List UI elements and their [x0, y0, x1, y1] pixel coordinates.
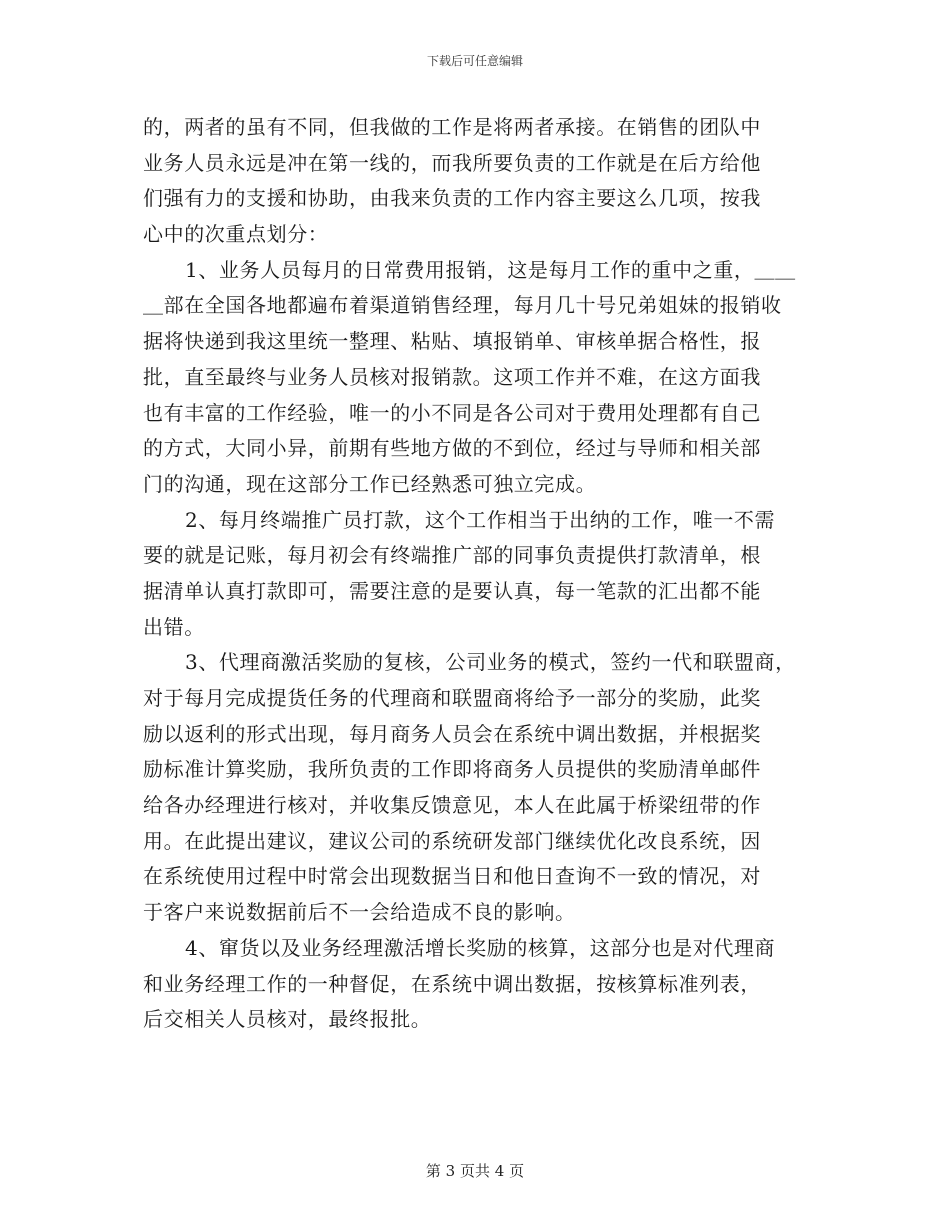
page-header: 下载后可任意编辑: [426, 54, 523, 68]
text-line: 心中的次重点划分：: [143, 222, 329, 247]
text-line: 也有丰富的工作经验，唯一的小不同是各公司对于费用处理都有自己: [143, 400, 761, 425]
text-line: 给各办经理进行核对，并收集反馈意见，本人在此属于桥梁纽带的作: [143, 793, 761, 818]
paragraph-3-start: 3、代理商激活奖励的复核，公司业务的模式，签约一代和联盟商，: [185, 650, 796, 675]
text-line: 据将快递到我这里统一整理、粘贴、填报销单、审核单据合格性，报: [143, 329, 761, 354]
text-line: 要的就是记账，每月初会有终端推广部的同事负责提供打款清单，根: [143, 543, 761, 568]
text-line: 门的沟通，现在这部分工作已经熟悉可独立完成。: [143, 471, 597, 496]
text-line: 励以返利的形式出现，每月商务人员会在系统中调出数据，并根据奖: [143, 721, 761, 746]
paragraph-1-start: 1、业务人员每月的日常费用报销，这是每月工作的重中之重，＿＿: [185, 257, 796, 282]
text-line: 和业务经理工作的一种督促，在系统中调出数据，按核算标准列表，: [143, 971, 761, 996]
document-body: [143, 110, 809, 1038]
text-line: 出错。: [143, 614, 205, 639]
text-line: 据清单认真打款即可，需要注意的是要认真，每一笔款的汇出都不能: [143, 578, 761, 603]
text-line: 励标准计算奖励，我所负责的工作即将商务人员提供的奖励清单邮件: [143, 757, 761, 782]
text-line: 对于每月完成提货任务的代理商和联盟商将给予一部分的奖励，此奖: [143, 686, 761, 710]
paragraph-2-start: 2、每月终端推广员打款，这个工作相当于出纳的工作，唯一不需: [185, 507, 776, 532]
text-line: 后交相关人员核对，最终报批。: [143, 1007, 432, 1032]
text-line: 的方式，大同小异，前期有些地方做的不到位，经过与导师和相关部: [143, 436, 761, 461]
page-footer: 第 3 页共 4 页: [425, 1162, 525, 1180]
text-line: 在系统使用过程中时常会出现数据当日和他日查询不一致的情况，对: [143, 864, 761, 889]
paragraph-4-start: 4、窜货以及业务经理激活增长奖励的核算，这部分也是对代理商: [185, 935, 776, 960]
text-line: 于客户来说数据前后不一会给造成不良的影响。: [143, 900, 576, 925]
text-line: 的，两者的虽有不同，但我做的工作是将两者承接。在销售的团队中: [143, 115, 761, 139]
text-line: 用。在此提出建议，建议公司的系统研发部门继续优化改良系统，因: [143, 828, 761, 853]
text-line: ＿部在全国各地都遍布着渠道销售经理，每月几十号兄弟姐妹的报销收: [143, 293, 782, 318]
text-line: 批，直至最终与业务人员核对报销款。这项工作并不难，在这方面我: [143, 364, 761, 389]
text-line: 业务人员永远是冲在第一线的，而我所要负责的工作就是在后方给他: [143, 150, 761, 175]
text-line: 们强有力的支援和协助，由我来负责的工作内容主要这么几项，按我: [143, 186, 761, 211]
